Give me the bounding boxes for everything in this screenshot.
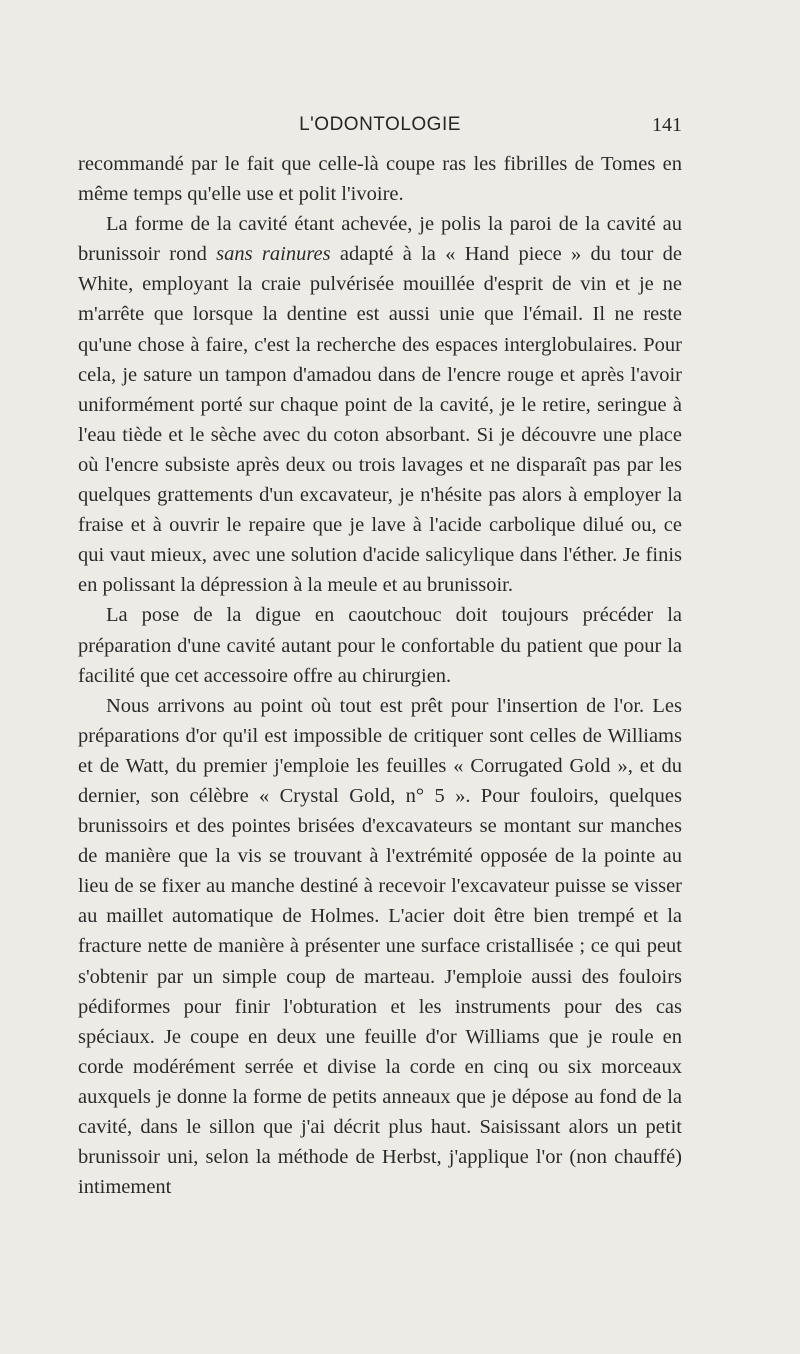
paragraph-2-italic-phrase: sans rainures [216,243,331,266]
paragraph-4-text: Nous arrivons au point où tout est prêt pour l'insertion de l'or. Les préparations d'or qu'il est impossible de critiquer sont celles de Williams et de Watt, du premier j'emploie les feuilles « Corrugated Gold », et du dernier, son célèbre « Crystal Gold, n° 5 ». Pour fouloirs, quelques brunissoirs et des pointes brisées d'excavateurs se montant sur manches de manière que la vis se trouvant à l'extrémité opposée de la pointe au lieu de se fixer au manche destiné à recevoir l'excavateur puisse se visser au maillet automatique de Holmes. L'acier doit être bien trempé et la fracture nette de manière à présenter une surface cristallisée ; ce qui peut s'obtenir par un simple coup de marteau. J'emploie aussi des fouloirs pédiformes pour finir l'obturation et les instruments pour des cas spéciaux. Je coupe en deux une feuille d'or Williams que je roule en corde modérément serrée et divise la corde en cinq ou six morceaux auxquels je donne la forme de petits anneaux que je dépose au fond de la cavité, dans le sillon que j'ai décrit plus haut. Saisissant alors un petit brunissoir uni, selon la méthode de Herbst, j'applique l'or (non chauffé) intimement [78,694,682,1199]
paragraph-3 [78,600,682,690]
page-header [78,112,682,142]
paragraph-2-text-start: La forme de la cavité étant achevée, je polis la paroi de la cavité au brunissoir rond [78,213,682,266]
paragraph-1-text: recommandé par le fait que celle-là coupe ras les fibrilles de Tomes en même temps qu'elle use et polit l'ivoire. [78,153,682,206]
page-number: 141 [652,114,682,136]
paragraph-3-text: La pose de la digue en caoutchouc doit toujours précéder la préparation d'une cavité autant pour le confortable du patient que pour la facilité que cet accessoire offre au chirurgien. [78,604,682,687]
paragraph-2-text-end: adapté à la « Hand piece » du tour de White, employant la craie pulvérisée mouillée d'esprit de vin et je ne m'arrête que lorsque la dentine est aussi unie que l'émail. Il ne reste qu'une chose à faire, c'est la recherche des espaces interglobulaires. Pour cela, je sature un tampon d'amadou dans de l'encre rouge et après l'avoir uniformément porté sur chaque point de la cavité, je le retire, seringue à l'eau tiède et le sèche avec du coton absorbant. Si je découvre une place où l'encre subsiste après deux ou trois lavages et ne disparaît pas par les quelques grattements d'un excavateur, je n'hésite pas alors à employer la fraise et à ouvrir le repaire que je lave à l'acide carbolique dilué ou, ce qui vaut mieux, avec une solution d'acide salicylique dans l'éther. Je finis en polissant la dépression à la meule et au brunissoir. [78,243,682,597]
paragraph-4 [78,691,682,1203]
paragraph-1 [78,149,682,209]
paragraph-2 [78,209,682,600]
body-text [78,149,682,1202]
running-title: L'ODONTOLOGIE [299,114,461,135]
